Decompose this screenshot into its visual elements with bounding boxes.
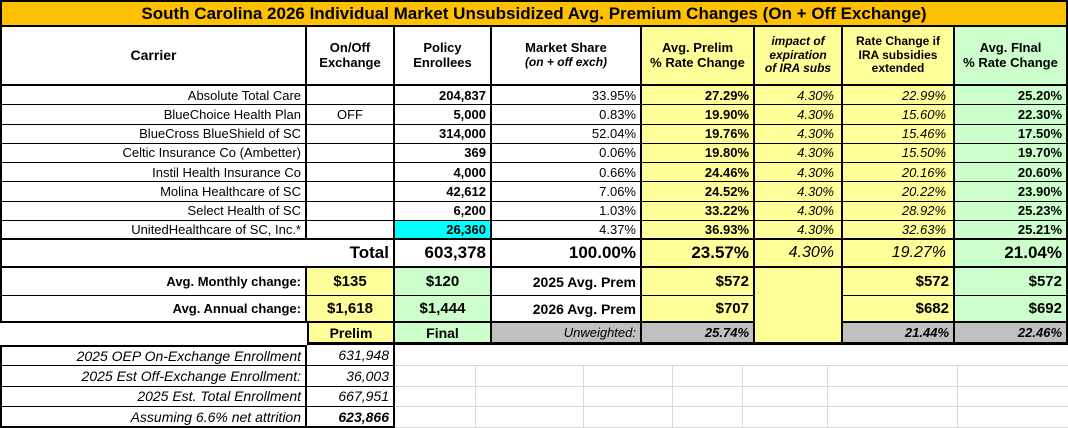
cell-final-change[interactable]: 20.60% <box>955 163 1068 182</box>
table-row <box>0 182 1068 201</box>
unweighted-prelim[interactable]: 25.74% <box>642 323 755 345</box>
prelim-amount[interactable]: $1,618 <box>307 296 395 323</box>
total-ira-impact[interactable]: 4.30% <box>755 240 843 268</box>
header-line: % Rate Change <box>963 54 1058 70</box>
final-amount[interactable]: $120 <box>395 268 492 296</box>
prem-final-value[interactable]: $692 <box>955 296 1068 323</box>
cell-carrier[interactable]: Instil Health Insurance Co <box>0 163 307 182</box>
column-header-market-share[interactable] <box>492 27 642 86</box>
cell-prelim-change[interactable]: 24.46% <box>642 163 755 182</box>
prelim-tag[interactable]: Prelim <box>307 323 395 345</box>
header-line: expiration <box>769 47 827 62</box>
cell-ira-extended[interactable]: 15.46% <box>843 125 955 144</box>
grid-filler <box>395 366 1068 387</box>
cell-final-change[interactable]: 23.90% <box>955 182 1068 201</box>
header-line: Rate Change if <box>855 33 940 48</box>
gridline <box>827 387 828 407</box>
prem-prelim-value[interactable]: $572 <box>642 268 755 296</box>
gridline <box>957 366 958 386</box>
gridline <box>583 387 584 407</box>
total-enrollees[interactable]: 603,378 <box>395 240 492 268</box>
ira-merged-cell[interactable] <box>755 296 843 323</box>
gridline <box>475 366 476 386</box>
header-row <box>0 27 1068 86</box>
grid-filler <box>395 407 1068 428</box>
cell-carrier[interactable]: UnitedHealthcare of SC, Inc.* <box>0 221 307 240</box>
summary-row <box>0 268 1068 296</box>
enrollment-value[interactable]: 36,003 <box>307 366 395 387</box>
total-label[interactable]: Total <box>0 240 395 268</box>
cell-ira-impact[interactable]: 4.30% <box>755 221 843 240</box>
cell-final-change[interactable]: 25.23% <box>955 202 1068 221</box>
cell-carrier[interactable]: BlueCross BlueShield of SC <box>0 125 307 144</box>
table-row <box>0 105 1068 124</box>
column-header-avg-final-change[interactable] <box>955 27 1068 86</box>
enrollment-label[interactable]: 2025 Est. Total Enrollment <box>0 387 307 408</box>
gridline <box>583 366 584 386</box>
ira-merged-cell-bottom[interactable] <box>755 323 843 345</box>
total-ira-extended[interactable]: 19.27% <box>843 240 955 268</box>
prem-year-label[interactable]: 2026 Avg. Prem <box>492 296 642 323</box>
cell-onoff[interactable] <box>307 144 395 163</box>
summary-label[interactable]: Avg. Monthly change: <box>0 268 307 296</box>
header-line: % Rate Change <box>650 54 745 70</box>
header-line: Carrier <box>130 47 177 64</box>
gridline <box>672 407 673 427</box>
final-tag[interactable]: Final <box>395 323 492 345</box>
cell-market-share[interactable]: 1.03% <box>492 202 642 221</box>
cell-enrollees[interactable]: 369 <box>395 144 492 163</box>
cell-ira-impact[interactable]: 4.30% <box>755 144 843 163</box>
cell-enrollees[interactable]: 6,200 <box>395 202 492 221</box>
cell-prelim-change[interactable]: 33.22% <box>642 202 755 221</box>
prelim-final-row <box>0 323 1068 345</box>
header-line: Enrollees <box>413 54 472 70</box>
cell-carrier[interactable]: BlueChoice Health Plan <box>0 105 307 124</box>
table-row <box>0 86 1068 105</box>
column-header-carrier[interactable] <box>0 27 307 86</box>
cell-onoff[interactable] <box>307 182 395 201</box>
prem-extended-value[interactable]: $572 <box>843 268 955 296</box>
cell-carrier[interactable]: Absolute Total Care <box>0 86 307 105</box>
cell-market-share[interactable]: 0.66% <box>492 163 642 182</box>
cell-enrollees[interactable]: 314,000 <box>395 125 492 144</box>
gridline <box>742 407 743 427</box>
gridline <box>475 407 476 427</box>
cell-ira-impact[interactable]: 4.30% <box>755 105 843 124</box>
enrollment-label[interactable]: Assuming 6.6% net attrition <box>0 407 307 428</box>
total-prelim-change[interactable]: 23.57% <box>642 240 755 268</box>
cell-ira-extended[interactable]: 22.99% <box>843 86 955 105</box>
cell-ira-impact[interactable]: 4.30% <box>755 182 843 201</box>
enrollment-label[interactable]: 2025 OEP On-Exchange Enrollment <box>0 345 307 366</box>
cell-onoff[interactable] <box>307 125 395 144</box>
cell-onoff[interactable] <box>307 86 395 105</box>
cell-enrollees[interactable]: 42,612 <box>395 182 492 201</box>
enrollment-value[interactable]: 667,951 <box>307 387 395 408</box>
prelim-amount[interactable]: $135 <box>307 268 395 296</box>
cell-ira-impact[interactable]: 4.30% <box>755 125 843 144</box>
cell-onoff[interactable] <box>307 163 395 182</box>
cell-prelim-change[interactable]: 19.80% <box>642 144 755 163</box>
enrollment-row <box>0 407 1068 428</box>
gridline <box>583 407 584 427</box>
gridline <box>742 387 743 407</box>
summary-label[interactable]: Avg. Annual change: <box>0 296 307 323</box>
column-header-onoff-exchange[interactable] <box>307 27 395 86</box>
summary-row <box>0 296 1068 323</box>
cell-ira-extended[interactable]: 15.60% <box>843 105 955 124</box>
enrollment-label[interactable]: 2025 Est Off-Exchange Enrollment: <box>0 366 307 387</box>
cell-ira-extended[interactable]: 32.63% <box>843 221 955 240</box>
column-header-policy-enrollees[interactable] <box>395 27 492 86</box>
unweighted-label[interactable]: Unweighted: <box>492 323 642 345</box>
gridline <box>827 366 828 386</box>
table-row <box>0 202 1068 221</box>
total-market-share[interactable]: 100.00% <box>492 240 642 268</box>
cell-ira-extended[interactable]: 28.92% <box>843 202 955 221</box>
cell-enrollees[interactable]: 5,000 <box>395 105 492 124</box>
table-row <box>0 144 1068 163</box>
header-line: Policy <box>423 39 462 55</box>
prem-final-value[interactable]: $572 <box>955 268 1068 296</box>
cell-ira-impact[interactable]: 4.30% <box>755 86 843 105</box>
cell-prelim-change[interactable]: 24.52% <box>642 182 755 201</box>
cell-market-share[interactable]: 0.06% <box>492 144 642 163</box>
cell-prelim-change[interactable]: 19.76% <box>642 125 755 144</box>
gridline <box>957 407 958 427</box>
header-line: impact of <box>771 33 825 48</box>
cell-prelim-change[interactable]: 36.93% <box>642 221 755 240</box>
cell-prelim-change[interactable]: 27.29% <box>642 86 755 105</box>
prem-extended-value[interactable]: $682 <box>843 296 955 323</box>
cell-market-share[interactable]: 52.04% <box>492 125 642 144</box>
gridline <box>742 366 743 386</box>
cell-final-change[interactable]: 19.70% <box>955 144 1068 163</box>
table-row <box>0 221 1068 240</box>
cell-carrier[interactable]: Select Health of SC <box>0 202 307 221</box>
header-line: of IRA subs <box>764 61 832 76</box>
cell-final-change[interactable]: 25.21% <box>955 221 1068 240</box>
cell-enrollees[interactable]: 26,360 <box>395 221 492 240</box>
carrier-rows <box>0 86 1068 240</box>
cell-enrollees[interactable]: 4,000 <box>395 163 492 182</box>
gridline <box>957 387 958 407</box>
header-line: Avg. FInal <box>979 39 1042 55</box>
prem-year-label[interactable]: 2025 Avg. Prem <box>492 268 642 296</box>
cell-market-share[interactable]: 4.37% <box>492 221 642 240</box>
gridline <box>475 387 476 407</box>
table-row <box>0 125 1068 144</box>
cell-final-change[interactable]: 22.30% <box>955 105 1068 124</box>
header-line: extended <box>871 61 925 76</box>
unweighted-extended[interactable]: 21.44% <box>843 323 955 345</box>
header-line: Exchange <box>319 54 381 70</box>
spacer-cell <box>0 323 307 345</box>
header-line: IRA subsidies <box>858 47 938 62</box>
header-line: On/Off <box>329 39 371 55</box>
total-row <box>0 240 1068 268</box>
cell-enrollees[interactable]: 204,837 <box>395 86 492 105</box>
grid-filler <box>395 387 1068 408</box>
enrollment-row <box>0 387 1068 408</box>
cell-final-change[interactable]: 17.50% <box>955 125 1068 144</box>
cell-prelim-change[interactable]: 19.90% <box>642 105 755 124</box>
gridline <box>672 366 673 386</box>
header-line: Avg. Prelim <box>661 39 734 55</box>
cell-ira-extended[interactable]: 15.50% <box>843 144 955 163</box>
enrollment-rows <box>0 345 1068 428</box>
enrollment-value[interactable]: 623,866 <box>307 407 395 428</box>
cell-ira-impact[interactable]: 4.30% <box>755 202 843 221</box>
cell-ira-impact[interactable]: 4.30% <box>755 163 843 182</box>
cell-carrier[interactable]: Molina Healthcare of SC <box>0 182 307 201</box>
table-row <box>0 163 1068 182</box>
cell-ira-extended[interactable]: 20.16% <box>843 163 955 182</box>
gridline <box>827 407 828 427</box>
unweighted-final[interactable]: 22.46% <box>955 323 1068 345</box>
column-header-ira-impact[interactable] <box>755 27 843 86</box>
cell-market-share[interactable]: 7.06% <box>492 182 642 201</box>
prem-prelim-value[interactable]: $707 <box>642 296 755 323</box>
cell-final-change[interactable]: 25.20% <box>955 86 1068 105</box>
column-header-avg-prelim-change[interactable] <box>642 27 755 86</box>
enrollment-value[interactable]: 631,948 <box>307 345 395 366</box>
cell-onoff[interactable] <box>307 202 395 221</box>
cell-onoff[interactable]: OFF <box>307 105 395 124</box>
cell-market-share[interactable]: 0.83% <box>492 105 642 124</box>
final-amount[interactable]: $1,444 <box>395 296 492 323</box>
cell-carrier[interactable]: Celtic Insurance Co (Ambetter) <box>0 144 307 163</box>
page-title[interactable]: South Carolina 2026 Individual Market Unsubsidized Avg. Premium Changes (On + Off Exchange) <box>0 0 1068 27</box>
cell-market-share[interactable]: 33.95% <box>492 86 642 105</box>
header-subline: (on + off exch) <box>524 55 608 70</box>
summary-rows <box>0 268 1068 323</box>
cell-onoff[interactable] <box>307 221 395 240</box>
enrollment-row <box>0 345 1068 366</box>
grid-filler <box>395 345 1068 366</box>
ira-merged-cell[interactable] <box>755 268 843 296</box>
title-bar <box>0 0 1068 27</box>
header-line: Market Share <box>525 40 607 56</box>
column-header-ira-extended[interactable] <box>843 27 955 86</box>
gridline <box>672 387 673 407</box>
enrollment-row <box>0 366 1068 387</box>
total-final-change[interactable]: 21.04% <box>955 240 1068 268</box>
cell-ira-extended[interactable]: 20.22% <box>843 182 955 201</box>
